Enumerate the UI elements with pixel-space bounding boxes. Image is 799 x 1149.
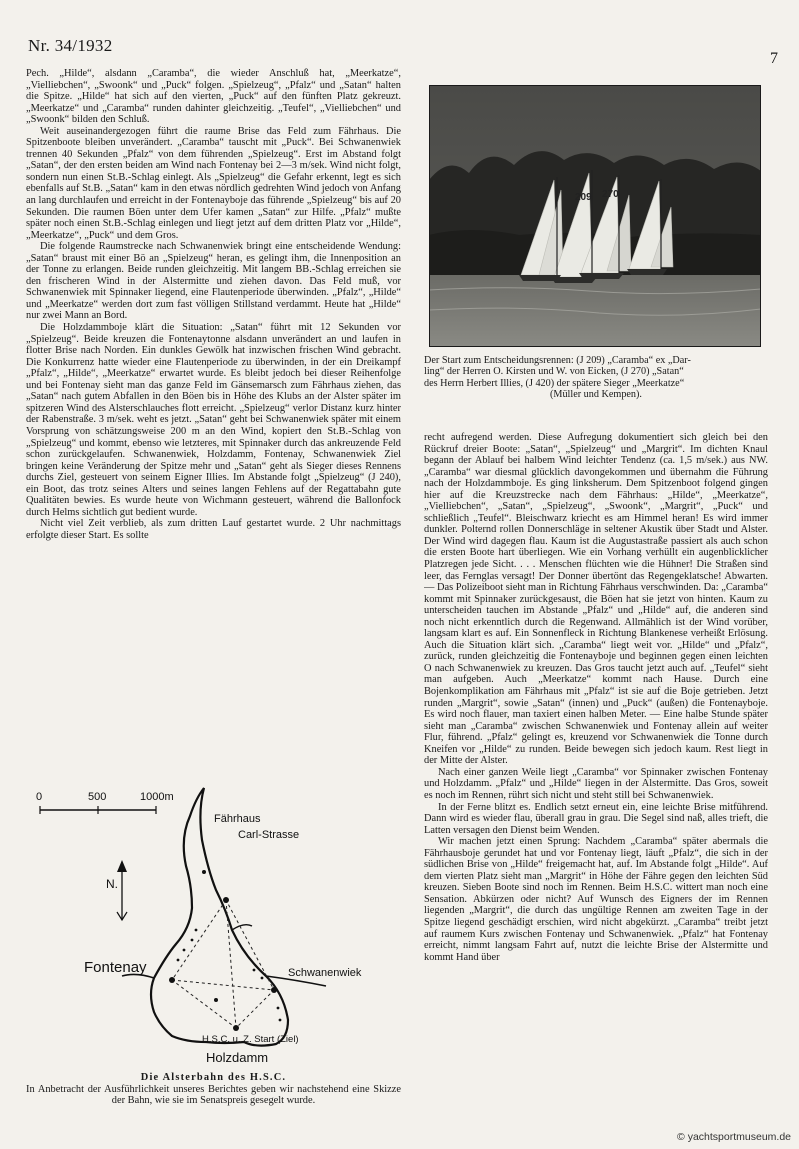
paragraph: Nicht viel Zeit verblieb, als zum dritten Lauf gestartet wurde. 2 Uhr nachmittags erfolgte dieser Start. Es sollte <box>26 518 401 541</box>
photo-caption <box>424 355 768 401</box>
north-arrow-icon <box>117 860 127 920</box>
alster-course-map <box>26 780 401 1070</box>
sail-number-270: 270 <box>602 189 619 200</box>
label-carl-strasse: Carl-Strasse <box>238 829 300 841</box>
map-caption <box>26 1072 401 1107</box>
label-fontenay: Fontenay <box>84 959 147 976</box>
page-number: 7 <box>770 50 778 67</box>
north-label: N. <box>106 877 118 891</box>
paragraph: Weit auseinandergezogen führt die raume Brise das Feld zum Fährhaus. Die Spitzenboote bleiben unverändert. „Caramba“ tauscht mit „Puck“. Bei Schwanenwiek trennen 40 Sekunden „Pfalz“ von dem führenden „Spielzeug“. Erst im Abstand folgt „Satan“, der den ersten beiden am Wind nach Fontenay bei 2—3 m/sek. Wind nicht folgt, sondern nun einen St.B.-Schlag einlegt. Als „Spielzeug“ die Gefahr erkennt, legt es sich ebenfalls auf St.B. „Satan“ kam in den etwas nördlich gedrehten Wind jedoch von Anfang an lang durchlaufen und erreicht in der Fontenayboje das führende „Spielzeug“ bis auf 20 Sekunden. Die raumen Böen unter dem Ufer kamen „Satan“ zur Hilfe. „Pfalz“ mußte später noch einen St.B.-Schlag einlegen und liegt jetzt auf dem dritten Platz vor „Hilde“, „Meerkatze“, „Puck“ und dem Gros. <box>26 125 401 241</box>
paragraph: Wir machen jetzt einen Sprung: Nachdem „Caramba“ später abermals die Fährhausboje gerundet hat und vor Fontenay liegt, läuft „Pfalz“, die sich in der südlichen Brise von „Hilde“ freigemacht hat, auf. Im Abstande folgt „Hilde“. Auf dem vierten Platz sieht man „Margrit“ in Höhe der Fähre gegen den leichten Süd kreuzen. Sieben Boote sind noch im Rennen. Beim H.S.C. wittert man noch eine Sensation. Abkürzen oder nicht? Auf Wunsch des Eigners der im Rennen liegenden „Margrit“, die durch das ungültige Rennen am zweiten Tage in der Spitze liegend geschädigt erschien, wird nicht abgekürzt. „Caramba“ treibt jetzt auf raumem Kurs zwischen Fontenay und Schwanenwiek. „Pfalz“ hat Fontenay erreicht, nimmt langsam Fahrt auf, nutzt die leichte Brise der Alstermitte und kommt Hand über <box>424 836 768 963</box>
caption-line: (Müller und Kempen). <box>550 389 642 401</box>
paragraph: recht aufregend werden. Diese Aufregung dokumentiert sich gleich bei den Rückruf dreier Boote: „Satan“, „Spielzeug“ und „Margrit“. Im dichten Knaul begann der Ablauf bei halbem Wind leichter Tendenz (ca. 1,5 m/sek.) aus NW. „Caramba“ war diesmal glücklich davongekommen und übernahm die Führung nach der Holzdammboje. Es ging linksherum. Dem Spitzenboot folgend gingen hier auf die Kreuzstrecke nach dem Fährhaus: „Hilde“, „Meerkatze“, „Vielliebchen“, „Satan“, „Spielzeug“, „Swoonk“, „Margrit“, „Puck“ und schließlich „Teufel“. Bleischwarz kriecht es am Himmel heran! Es wird immer dunkler. Polternd rollen Donnerschläge in seltener Akustik über Stadt und Alster. Der Wind wird dagegen flau. Kaum ist die Augustastraße passiert als auch schon die ersten Boote hart überliegen. Wie ein Vorhang verhüllt ein augenblicklicher Platzregen jede Sicht. . . . Menschen flüchten wie die Hühner! Die Straßen sind leer, das Fernglas versagt! Der Donner übertönt das Regengeklatsche! Abwarten. — Das Polizeiboot sieht man in Richtung Fährhaus verschwinden. Da: „Caramba“ kommt mit Spinnaker zurückgesaust, die Böen hat sie jetzt von hinten. Kaum zu unterscheiden tauchen im Abstande „Pfalz“ und „Hilde“ auf, die anderen sind noch nicht erkenntlich durch die Regenwand. Allmählich ist der Wind vorüber, langsam klart es auf. Ein Sonnenfleck in Richtung Blankenese verheißt Erlösung. Auch die Situation klärt sich. „Caramba“ liegt weit vor. „Hilde“ und „Pfalz“, zurück, runden gleichzeitig die Fontenayboje und beginnen gegen einen leichten O nach Schwanenwiek zu kreuzen. Das Gros taucht jetzt auch auf. „Teufel“ sieht man aufgeben. Auch „Meerkatze“ kommt nach Hause. Durch eine Bojenkomplikation am Fährhaus mit „Pfalz“ ist sie auf die Boje getrieben. Jetzt runden „Margrit“, sowie „Satan“ (innen) und „Puck“ (außen) die Fontenayboje. Es wird noch flauer, man taxiert einen halben Meter. — Eine halbe Stunde später sieht man „Caramba“ zwischen Schwanenwiek und Fontenay allein auf weiter Flur, führend. „Pfalz“ gelingt es, kreuzend vor Schwanenwiek die Tonne durch Kneifen vor „Hilde“ zu runden. Beide bewegen sich jedoch kaum. Rest liegt in der Mitte der Alster. <box>424 432 768 767</box>
paragraph: Nach einer ganzen Weile liegt „Caramba“ vor Spinnaker zwischen Fontenay und Holzdamm. „Pfalz“ und „Hilde“ liegen in der Alstermitte. Das Gros, soweit es noch im Rennen, rührt sich nicht und steht still bei Schwanenwiek. <box>424 766 768 801</box>
caption-line: des Herrn Herbert Illies, (J 420) der spätere Sieger „Meerkatze“ <box>424 377 685 389</box>
course-sketch <box>26 780 401 1070</box>
sailboats-image <box>429 85 761 347</box>
scale-label-0: 0 <box>36 791 43 803</box>
label-schwanenwiek: Schwanenwiek <box>288 967 362 979</box>
map-caption-title: Die Alsterbahn des H.S.C. <box>140 1072 287 1083</box>
scale-label-500: 500 <box>88 791 107 803</box>
course-lines <box>172 900 274 1028</box>
regatta-start-photo <box>429 85 761 347</box>
caption-line: ling“ der Herren O. Kirsten und W. von Eicken, (J 270) „Satan“ <box>424 366 684 378</box>
label-faehrhaus: Fährhaus <box>214 813 261 825</box>
label-hsc-start: H.S.C. u. Z. Start (Ziel) <box>202 1034 299 1045</box>
article-column-right <box>424 432 768 1100</box>
paragraph: Die Holzdammboje klärt die Situation: „Satan“ führt mit 12 Sekunden vor „Spielzeug“. Beide kreuzen die Fontenaytonne alsdann unverändert an und laufen in flotter Brise nach Norden. Ein dunkles Gewölk hat inzwischen frischen Wind gebracht. Die Konkurrenz hatte wieder eine Flautenperiode zu überwinden, in der ein Dreikampf „Pfalz“, „Hilde“, „Meerkatze“ erwartet wurde. Es bleibt jedoch bei dieser Reihenfolge und bei Fontenay sieht man das ganze Feld im Gänsemarsch zum Fährhaus ziehen, das „Satan“ nach gutem Abfallen in den Böen bis in Höhe des Klubs an der Alster später im spitzeren Wind des Alsterschlauches flott erreicht. „Spielzeug“ verlor Distanz kurz hinter der Rabenstraße. 3 m/sek. weht es jetzt. „Satan“ geht bei Schwanenwiek später mit einem Vorsprung von schätzungsweise 200 m an den Wind, kopiert den St.B.-Schlag von „Spielzeug“ und kommt, ebenso wie letzteres, mit Spinnaker durch das ankreuzende Feld schon zurückgelaufen. Schwanenwiek, Holzdamm, Fontenay, Schwanenwiek Ziel bringen keine Veränderung der Spitze mehr und „Satan“ geht als Sieger dieses Rennens durchs Ziel, gesteuert von seinem Eigner Illies. Im Abstande folgt „Spielzeug“ (J 240), ein Boot, das trotz seines Alters und seines langen Fehlens auf der Regattabahn gute Qualitäten bewies. Es wurde heute von Wichmann gesteuert, während die Ballonfock durch Helms sichtlich gut bedient wurde. <box>26 322 401 518</box>
label-holzdamm: Holzdamm <box>206 1050 269 1065</box>
lake-outline <box>151 788 288 1046</box>
issue-number: Nr. 34/1932 <box>28 36 113 55</box>
caption-line: Der Start zum Entscheidungsrennen: (J 209) „Caramba“ ex „Dar- <box>424 355 691 366</box>
scale-label-1000: 1000m <box>140 791 174 803</box>
sail-number-209: 209 <box>575 192 592 203</box>
paragraph: Pech. „Hilde“, alsdann „Caramba“, die wieder Anschluß hat, „Meerkatze“, „Vielliebchen“, „Swoonk“ und „Puck“ folgen. „Spielzeug“, „Pfalz“ und „Satan“ halten die Spitze. „Hilde“ hat sich auf den vierten, „Puck“ auf den fünften Platz gekreuzt. „Meerkatze“ und „Caramba“ runden dahinter gleichzeitig. „Teufel“, „Vielliebchen“ und „Swoonk“ bilden den Schluß. <box>26 68 401 126</box>
paragraph: In der Ferne blitzt es. Endlich setzt erneut ein, eine leichte Brise mitführend. Dann wird es wieder flau, überall grau in grau. Die Segel sind naß, alles trieft, die Latten versagen den Dienst beim Wenden. <box>424 801 768 836</box>
watermark: © yachtsportmuseum.de <box>677 1131 791 1143</box>
article-column-left <box>26 68 401 776</box>
paragraph: Die folgende Raumstrecke nach Schwanenwiek bringt eine entscheidende Wendung: „Satan“ braust mit einer Bö an „Spielzeug“ heran, es gelingt ihm, die Innenposition an der Tonne zu erlangen. Beide runden gleichzeitig. Mit langem BB.-Schlag erreichen sie den frischeren Wind in der Alstermitte und ziehen davon. Das Feld muß, vor Schwanenwiek mit Spinnaker liegend, eine Flautenperiode überwinden. „Pfalz“, „Hilde“ und „Meerkatze“ werden dort zum fast völligen Stillstand verdammt. Heute hat „Hilde“ nur zwei Mann an Bord. <box>26 241 401 322</box>
map-caption-body: In Anbetracht der Ausführlichkeit unseres Berichtes geben wir nachstehend eine Skizze der Bahn, wie sie im Senatspreis gesegelt wurde. <box>26 1083 401 1107</box>
